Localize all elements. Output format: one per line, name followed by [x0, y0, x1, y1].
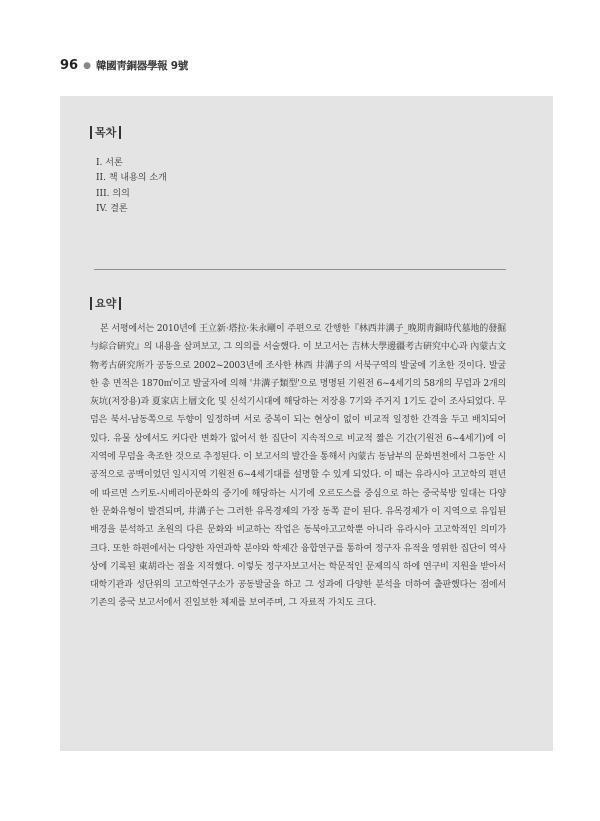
- toc-item: I. 서론: [96, 158, 123, 168]
- summary-heading-text: 요약: [95, 297, 117, 310]
- toc-item: III. 의의: [96, 188, 130, 199]
- toc-item: IV. 결론: [96, 204, 128, 215]
- heading-bar-right: [119, 126, 121, 139]
- toc-item: II. 책 내용의 소개: [96, 173, 167, 184]
- heading-bar-left: [90, 297, 92, 310]
- toc-heading: [90, 124, 121, 140]
- heading-bar-right: [119, 297, 121, 310]
- header-separator-dot: ●: [83, 61, 91, 71]
- section-divider: [94, 269, 506, 270]
- heading-bar-left: [90, 126, 92, 139]
- summary-heading: [90, 295, 121, 311]
- journal-title: 韓國靑銅器學報 9號: [95, 60, 188, 72]
- summary-body: 본 서평에서는 2010년에 王立新·塔拉·朱永剛이 주편으로 간행한『林西井溝子_晚期靑銅時代墓地的發掘与綜合硏究』의 내용을 살펴보고, 그 의의를 서술했다. 이 보고서는 吉林大學邊疆考古硏究中心과 內蒙古文物考古硏究所가 공동으로 2002~2003년에 조사한 林西 井溝子의 서북구역의 발굴에 기초한 것이다. 발굴한 총 면적은 1870㎡이고 발굴자에 의해 '井溝子類型'으로 명명된 기원전 6~4세기의 58개의 무덤과 2개의 灰坑(저장용)과 夏家店上層文化 및 신석기시대에 해당하는 저장용 7기와 주거지 1기도 같이 조사되었다. 무덤은 북서-남동쪽으로 두향이 일정하며 서로 중복이 되는 현상이 없이 비교적 일정한 간격을 두고 배치되어 있다. 유물 상에서도 커다란 변화가 없어서 한 집단이 지속적으로 비교적 짧은 기간(기원전 6~4세기)에 이 지역에 무덤을 축조한 것으로 추정된다. 이 보고서의 발간을 통해서 內蒙古 동남부의 문화변천에서 그동안 시공적으로 공백이었던 일시지역 기원전 6~4세기대를 설명할 수 있게 되었다. 이 때는 유라시아 고고학의 편년에 따르면 스키토-시베리아문화의 중기에 해당하는 시기에 오르도스를 중심으로 하는 중국북방 일대는 다양한 문화유형이 발견되며, 井溝子는 그러한 유목경제의 가장 동쪽 끝이 된다. 유목경제가 이 지역으로 유입된 배경을 분석하고 초원의 다른 문화와 비교하는 작업은 동북아고고학뿐 아니라 유라시아 고고학적인 의미가 크다. 또한 하편에서는 다양한 자연과학 분야와 학제간 융합연구를 통하여 정구자 유적을 영위한 집단이 역사상에 기록된 東胡라는 점을 지적했다. 이렇듯 정구자보고서는 학문적인 문제의식 하에 연구비 지원을 받아서 대학기관과 성단위의 고고학연구소가 공동발굴을 하고 그 성과에 다양한 분석을 더하여 출판했다는 점에서 기존의 중국 보고서에서 진일보한 체제를 보여주며, 그 자료적 가치도 크다.: [90, 324, 506, 609]
- page-number: 96: [60, 58, 79, 73]
- summary-panel: [60, 96, 553, 751]
- toc-list: [96, 156, 167, 218]
- toc-heading-text: 목차: [95, 126, 117, 139]
- running-header: [60, 58, 188, 73]
